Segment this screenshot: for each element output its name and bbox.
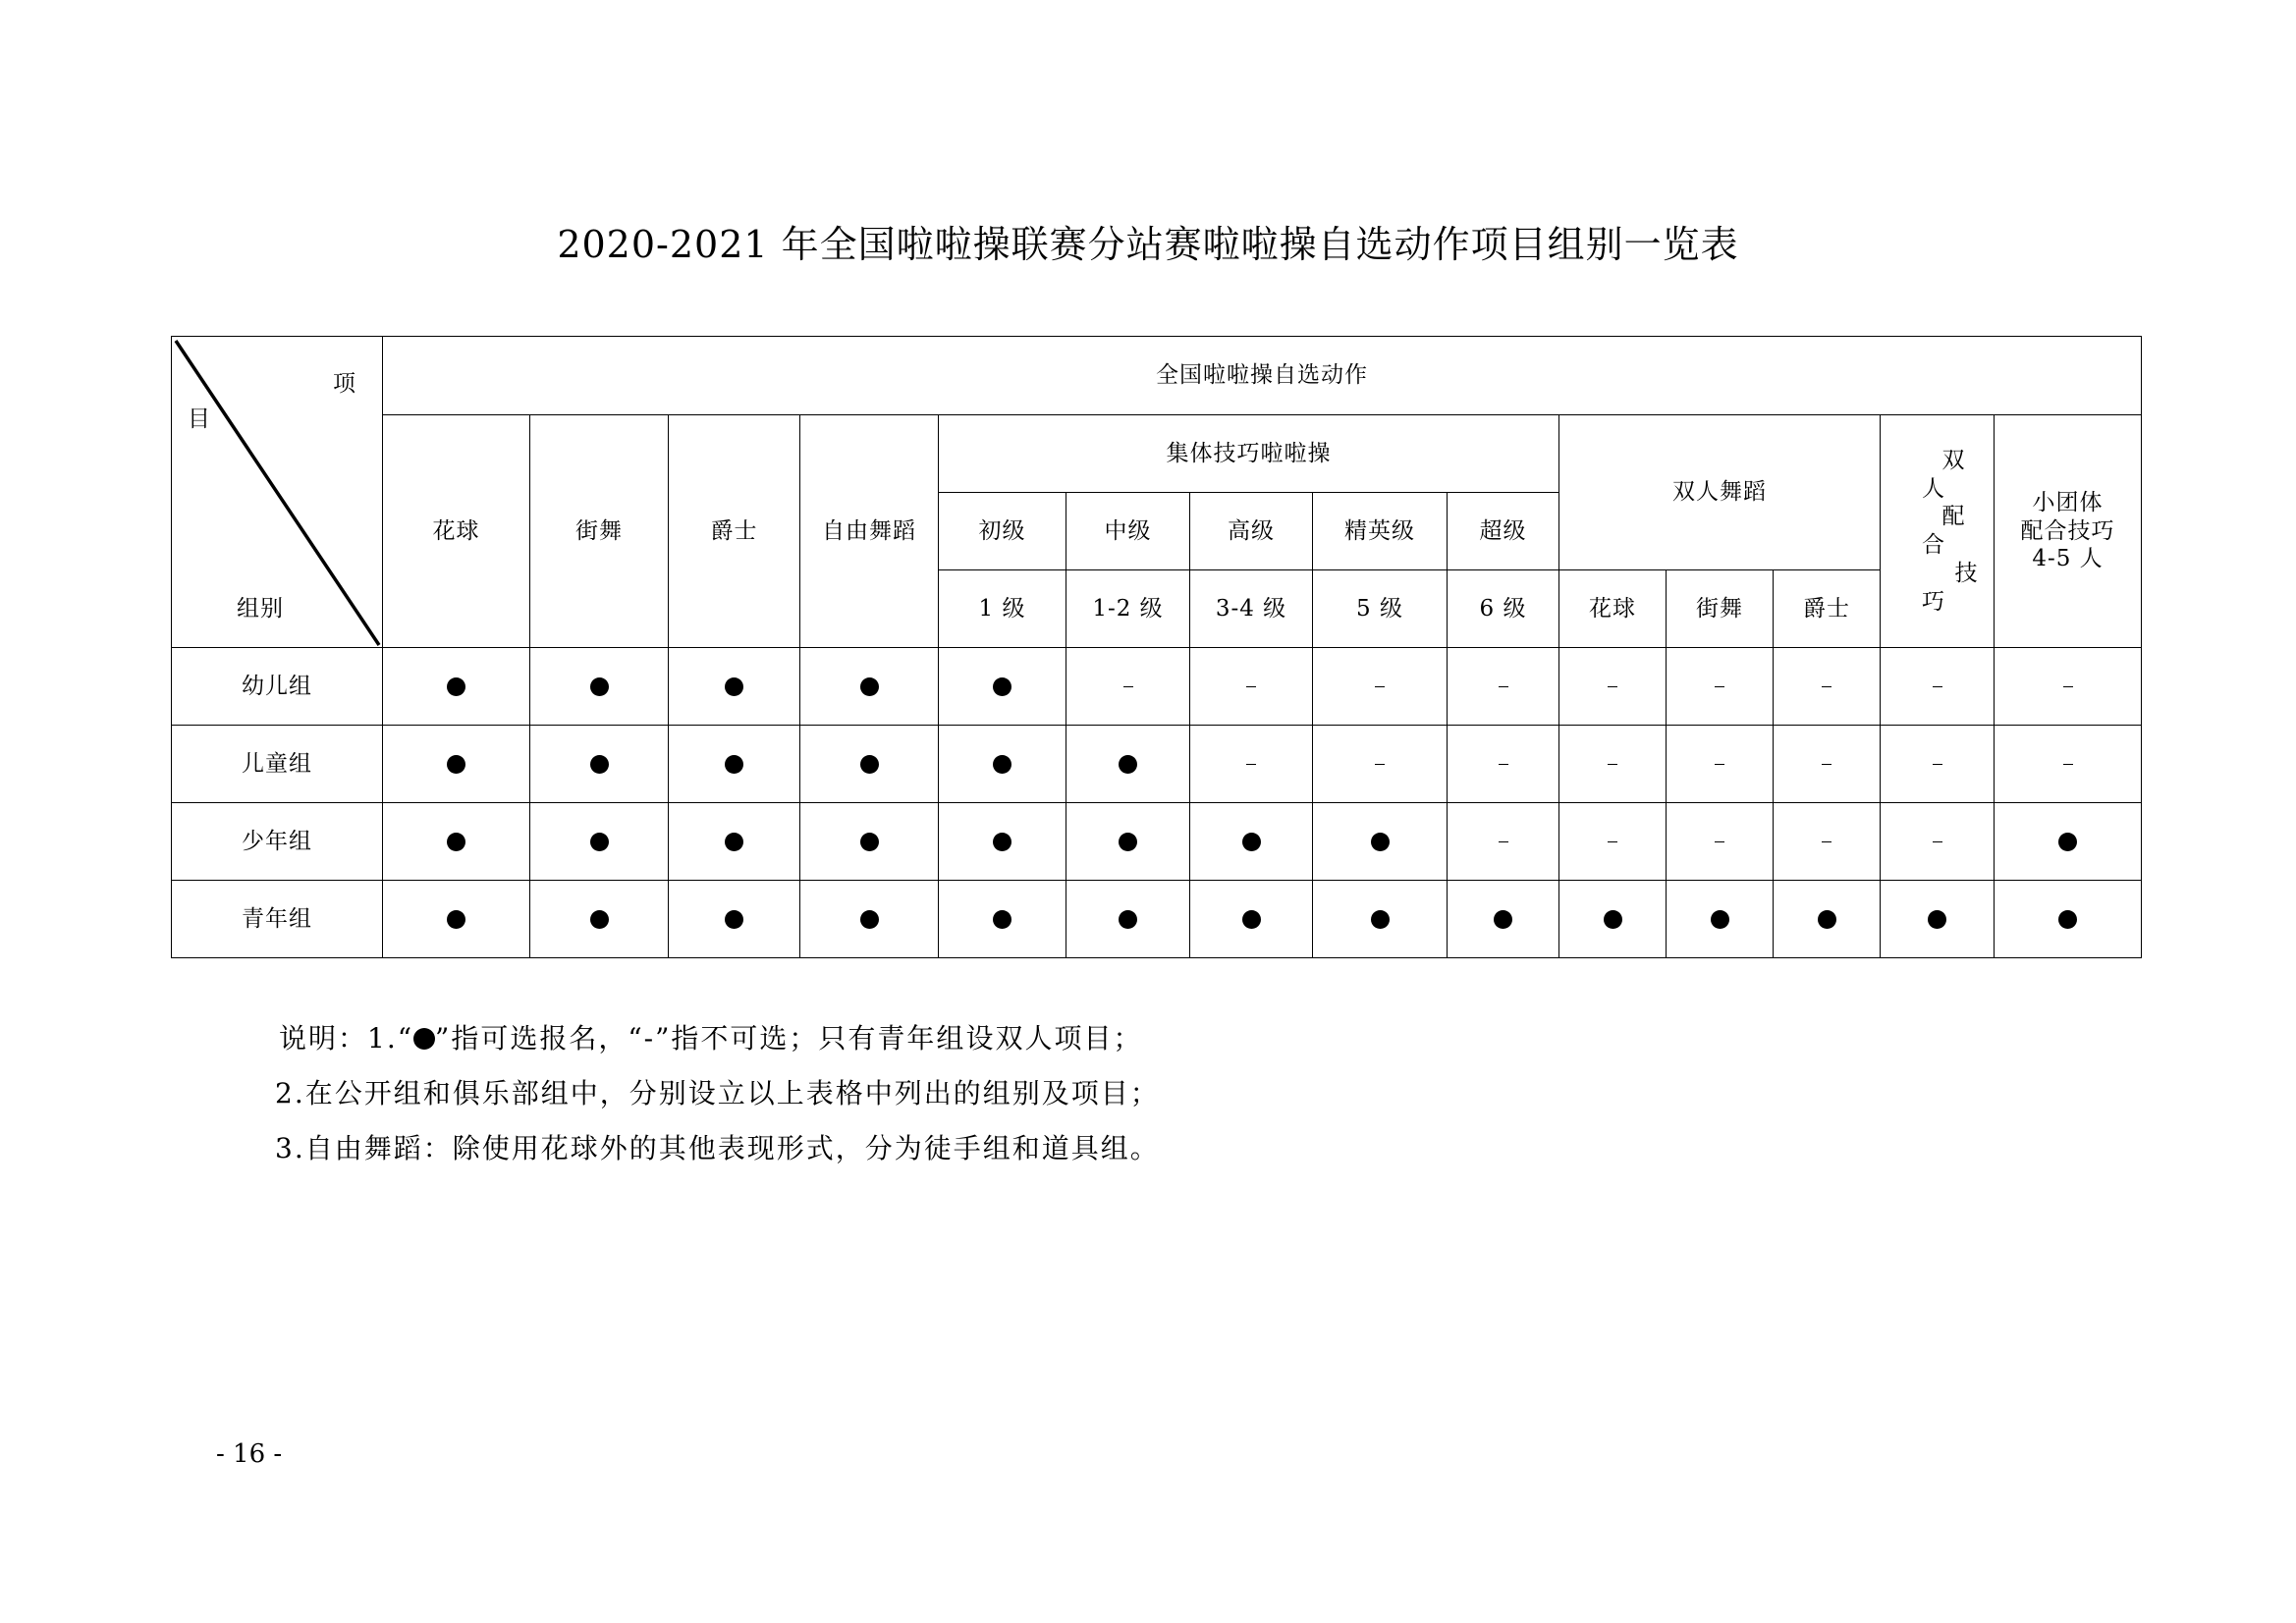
unavailable-cell xyxy=(1190,726,1313,803)
grade-header: 3-4 级 xyxy=(1190,570,1313,648)
dot-icon xyxy=(860,755,879,774)
dot-icon xyxy=(1928,910,1946,929)
dot-icon xyxy=(1242,833,1261,851)
notes xyxy=(275,1011,1160,1176)
peihe-char: 双 xyxy=(1941,447,1966,473)
dot-icon xyxy=(590,677,609,696)
peihe-char: 配 xyxy=(1941,504,1966,530)
available-cell xyxy=(383,726,530,803)
available-cell xyxy=(669,648,800,726)
peihe-char: 人 xyxy=(1922,475,1945,502)
available-cell xyxy=(669,803,800,881)
dot-icon xyxy=(725,677,743,696)
table-row xyxy=(172,881,2142,958)
top-header: 全国啦啦操自选动作 xyxy=(383,337,2142,415)
unavailable-cell xyxy=(1190,648,1313,726)
dot-icon xyxy=(590,755,609,774)
available-cell xyxy=(383,881,530,958)
unavailable-cell xyxy=(1995,726,2142,803)
xiaotuanti-line3: 4-5 人 xyxy=(2032,546,2104,572)
unavailable-cell xyxy=(1448,648,1559,726)
xiaotuanti-line1: 小团体 xyxy=(2032,489,2104,515)
unavailable-cell xyxy=(1313,726,1448,803)
unavailable-cell xyxy=(1066,648,1190,726)
dash-icon xyxy=(1375,686,1385,688)
dot-icon xyxy=(993,755,1011,774)
table-row xyxy=(172,803,2142,881)
dash-icon xyxy=(1375,764,1385,766)
available-cell xyxy=(1774,881,1881,958)
page-number: - 16 - xyxy=(216,1439,283,1469)
shuangren-sub-header: 街舞 xyxy=(1667,570,1774,648)
col-header-jueshi: 爵士 xyxy=(669,415,800,648)
dot-icon xyxy=(1818,910,1836,929)
available-cell xyxy=(939,803,1066,881)
unavailable-cell xyxy=(1667,803,1774,881)
note-1-start: 说明：1.“ xyxy=(279,1022,414,1055)
level-header: 精英级 xyxy=(1313,493,1448,570)
note-1-rest: ”指可选报名，“-”指不可选；只有青年组设双人项目； xyxy=(435,1022,1143,1055)
available-cell xyxy=(669,881,800,958)
available-cell xyxy=(669,726,800,803)
available-cell xyxy=(939,726,1066,803)
dash-icon xyxy=(1933,764,1942,766)
available-cell xyxy=(1066,803,1190,881)
grade-header: 5 级 xyxy=(1313,570,1448,648)
dot-icon xyxy=(447,910,465,929)
group-label-cell: 儿童组 xyxy=(172,726,383,803)
available-cell xyxy=(1448,881,1559,958)
dot-icon xyxy=(860,677,879,696)
dash-icon xyxy=(1608,764,1617,766)
table-row xyxy=(172,648,2142,726)
dot-icon xyxy=(2058,833,2077,851)
available-cell xyxy=(1190,881,1313,958)
unavailable-cell xyxy=(1881,726,1995,803)
unavailable-cell xyxy=(1448,803,1559,881)
level-header: 中级 xyxy=(1066,493,1190,570)
unavailable-cell xyxy=(1559,726,1667,803)
col-header-ziyou: 自由舞蹈 xyxy=(800,415,939,648)
dot-icon xyxy=(993,677,1011,696)
dot-icon xyxy=(860,910,879,929)
dash-icon xyxy=(1246,686,1256,688)
dot-icon xyxy=(1494,910,1512,929)
available-cell xyxy=(383,648,530,726)
peihe-header xyxy=(1881,415,1995,648)
dot-icon xyxy=(725,755,743,774)
dash-icon xyxy=(1822,841,1831,843)
peihe-char: 合 xyxy=(1922,532,1945,558)
dot-icon xyxy=(2058,910,2077,929)
available-cell xyxy=(1190,803,1313,881)
corner-mu-label: 目 xyxy=(188,406,211,432)
note-line-1 xyxy=(279,1011,1160,1066)
level-header: 超级 xyxy=(1448,493,1559,570)
grade-header: 1-2 级 xyxy=(1066,570,1190,648)
available-cell xyxy=(530,726,669,803)
unavailable-cell xyxy=(1559,803,1667,881)
available-cell xyxy=(800,803,939,881)
dot-symbol-icon xyxy=(413,1028,435,1050)
dot-icon xyxy=(725,910,743,929)
shuangren-sub-header: 花球 xyxy=(1559,570,1667,648)
dot-icon xyxy=(1371,833,1390,851)
dot-icon xyxy=(590,910,609,929)
xiaotuanti-header xyxy=(1995,415,2142,648)
unavailable-cell xyxy=(1774,726,1881,803)
available-cell xyxy=(1995,803,2142,881)
unavailable-cell xyxy=(1881,648,1995,726)
available-cell xyxy=(1995,881,2142,958)
dot-icon xyxy=(447,833,465,851)
dot-icon xyxy=(993,910,1011,929)
dash-icon xyxy=(1715,764,1724,766)
shuangren-sub-header: 爵士 xyxy=(1774,570,1881,648)
available-cell xyxy=(530,881,669,958)
available-cell xyxy=(1559,881,1667,958)
dot-icon xyxy=(1119,755,1137,774)
event-group-table xyxy=(171,336,2142,958)
dot-icon xyxy=(725,833,743,851)
dash-icon xyxy=(1608,841,1617,843)
xiaotuanti-line2: 配合技巧 xyxy=(2020,517,2115,544)
available-cell xyxy=(1313,803,1448,881)
grade-header: 6 级 xyxy=(1448,570,1559,648)
group-label-cell: 青年组 xyxy=(172,881,383,958)
level-header: 初级 xyxy=(939,493,1066,570)
dash-icon xyxy=(1246,764,1256,766)
available-cell xyxy=(530,648,669,726)
dot-icon xyxy=(1711,910,1729,929)
table-body xyxy=(172,648,2142,958)
dot-icon xyxy=(447,755,465,774)
unavailable-cell xyxy=(1774,803,1881,881)
dash-icon xyxy=(1499,841,1508,843)
dash-icon xyxy=(1499,764,1508,766)
unavailable-cell xyxy=(1995,648,2142,726)
available-cell xyxy=(1313,881,1448,958)
unavailable-cell xyxy=(1559,648,1667,726)
unavailable-cell xyxy=(1448,726,1559,803)
jiti-header: 集体技巧啦啦操 xyxy=(939,415,1559,493)
page-title: 2020-2021 年全国啦啦操联赛分站赛啦啦操自选动作项目组别一览表 xyxy=(557,223,1739,266)
available-cell xyxy=(800,726,939,803)
corner-group-label: 组别 xyxy=(237,596,284,622)
unavailable-cell xyxy=(1774,648,1881,726)
available-cell xyxy=(1066,726,1190,803)
unavailable-cell xyxy=(1667,726,1774,803)
group-label-cell: 幼儿组 xyxy=(172,648,383,726)
dash-icon xyxy=(1822,764,1831,766)
dot-icon xyxy=(590,833,609,851)
table-row xyxy=(172,726,2142,803)
dot-icon xyxy=(1119,833,1137,851)
dash-icon xyxy=(2063,686,2073,688)
dot-icon xyxy=(1604,910,1622,929)
unavailable-cell xyxy=(1881,803,1995,881)
peihe-char: 巧 xyxy=(1922,588,1945,615)
available-cell xyxy=(1066,881,1190,958)
dot-icon xyxy=(1371,910,1390,929)
available-cell xyxy=(530,803,669,881)
corner-header-cell xyxy=(172,337,383,648)
available-cell xyxy=(800,881,939,958)
dash-icon xyxy=(1499,686,1508,688)
corner-item-label: 项 xyxy=(333,371,356,397)
grade-header: 1 级 xyxy=(939,570,1066,648)
shuangren-header: 双人舞蹈 xyxy=(1559,415,1881,570)
peihe-char: 技 xyxy=(1954,560,1979,586)
col-header-jiewu: 街舞 xyxy=(530,415,669,648)
col-header-huaqiu: 花球 xyxy=(383,415,530,648)
dot-icon xyxy=(1119,910,1137,929)
dash-icon xyxy=(1933,686,1942,688)
note-line-3: 3.自由舞蹈：除使用花球外的其他表现形式，分为徒手组和道具组。 xyxy=(275,1132,1160,1164)
dash-icon xyxy=(1715,841,1724,843)
dash-icon xyxy=(2063,764,2073,766)
dot-icon xyxy=(447,677,465,696)
dot-icon xyxy=(993,833,1011,851)
dash-icon xyxy=(1933,841,1942,843)
available-cell xyxy=(383,803,530,881)
unavailable-cell xyxy=(1313,648,1448,726)
unavailable-cell xyxy=(1667,648,1774,726)
available-cell xyxy=(1881,881,1995,958)
dash-icon xyxy=(1822,686,1831,688)
group-label-cell: 少年组 xyxy=(172,803,383,881)
dot-icon xyxy=(1242,910,1261,929)
dot-icon xyxy=(860,833,879,851)
available-cell xyxy=(939,881,1066,958)
note-line-2: 2.在公开组和俱乐部组中，分别设立以上表格中列出的组别及项目； xyxy=(275,1077,1160,1109)
dash-icon xyxy=(1715,686,1724,688)
dash-icon xyxy=(1608,686,1617,688)
available-cell xyxy=(1667,881,1774,958)
available-cell xyxy=(800,648,939,726)
level-header: 高级 xyxy=(1190,493,1313,570)
available-cell xyxy=(939,648,1066,726)
dash-icon xyxy=(1123,686,1133,688)
